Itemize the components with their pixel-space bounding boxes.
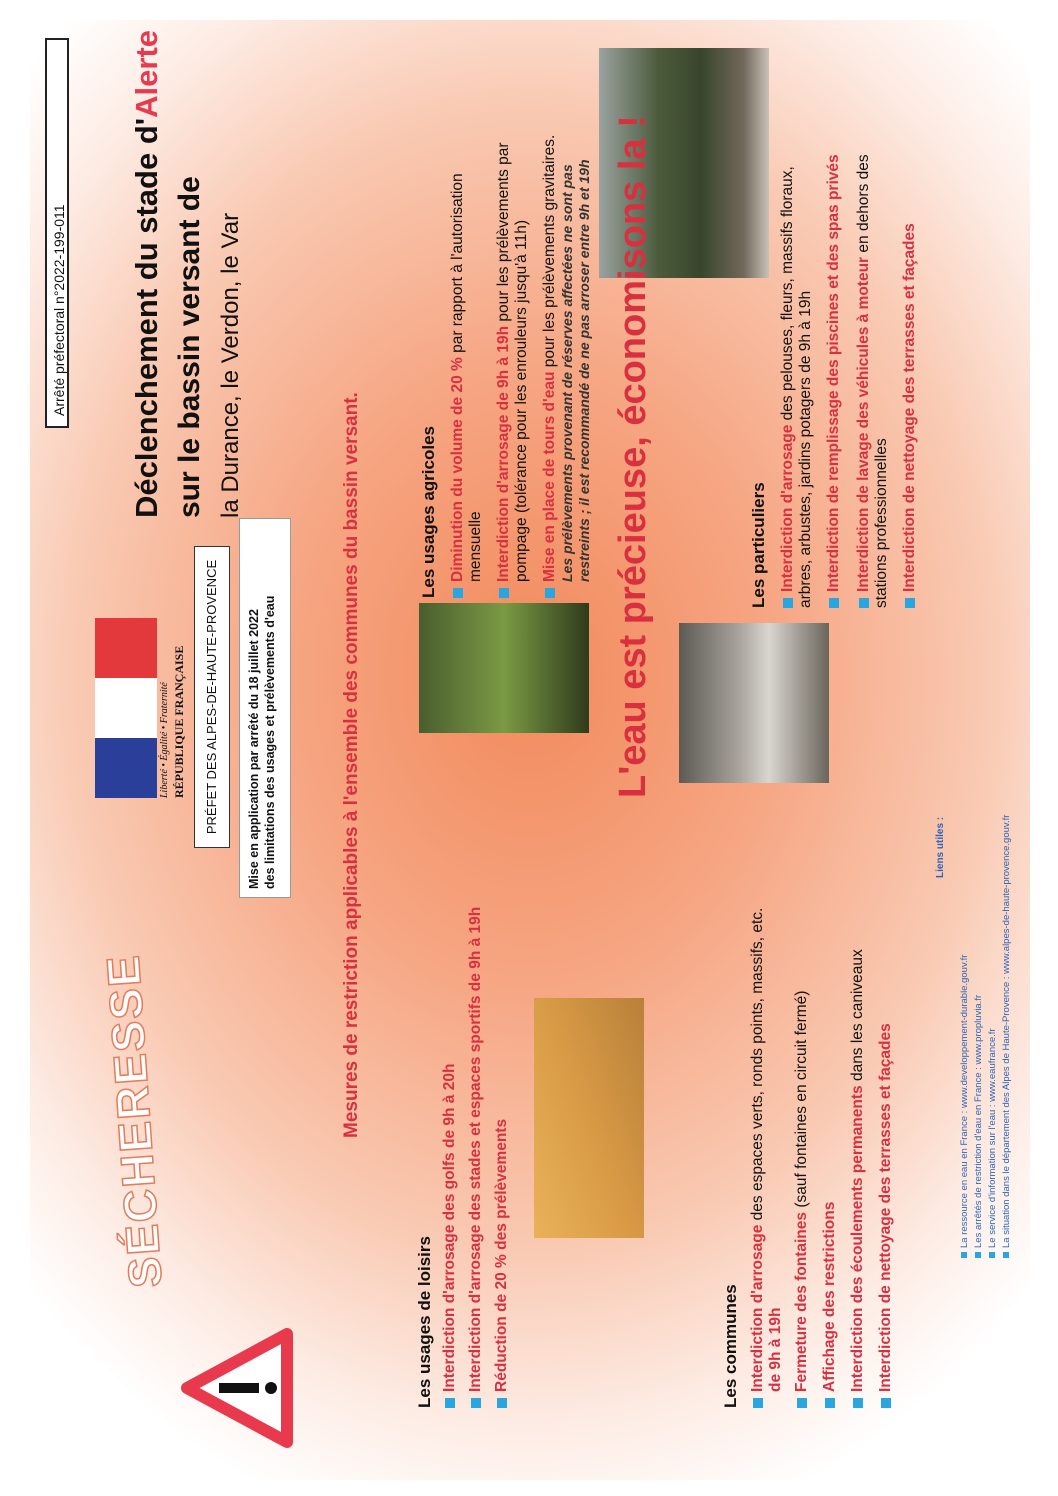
arrete-number: Arrêté préfectoral n°2022-199-011 bbox=[45, 38, 69, 428]
agricoles-item-1: Diminution du volume de 20 % par rapport à l'autorisation bbox=[449, 173, 467, 598]
bullet-icon bbox=[497, 1398, 507, 1408]
agricoles-note-1: Les prélèvements provenant de réserves affectées ne sont pas bbox=[559, 164, 575, 582]
bullet-icon bbox=[961, 1252, 967, 1258]
agricoles-item-2-line2: pompage (tolérance pour les enrouleurs jusqu'à 11h) bbox=[513, 220, 530, 582]
communes-item-5: Interdiction de nettoyage des terrasses et façades bbox=[877, 1023, 895, 1408]
republique-francaise: RÉPUBLIQUE FRANÇAISE bbox=[172, 645, 186, 798]
bullet-icon bbox=[881, 1398, 891, 1408]
liens-title: Liens utiles : bbox=[935, 816, 946, 878]
golf-photo bbox=[534, 998, 644, 1238]
particuliers-item-1-line2: arbres, arbustes, jardins potagers de 9h à 19h bbox=[797, 290, 814, 608]
communes-item-1: Interdiction d'arrosage des espaces verts, ronds points, massifs, etc. bbox=[749, 908, 767, 1408]
mesures-heading: Mesures de restriction applicables à l'ensemble des communes du bassin versant. bbox=[341, 392, 362, 1138]
bullet-icon bbox=[853, 1398, 863, 1408]
particuliers-item-4: Interdiction de nettoyage des terrasses et façades bbox=[901, 223, 919, 608]
bullet-icon bbox=[829, 598, 839, 608]
bullet-icon bbox=[471, 1398, 481, 1408]
devise: Liberté • Égalité • Fraternité bbox=[159, 682, 170, 798]
bullet-icon bbox=[905, 598, 915, 608]
marianne-logo bbox=[95, 618, 157, 798]
loisirs-item-3: Réduction de 20 % des prélèvements bbox=[493, 1119, 511, 1408]
prefet-label: PRÉFET DES ALPES-DE-HAUTE-PROVENCE bbox=[194, 546, 230, 848]
bullet-icon bbox=[445, 1398, 455, 1408]
title-line3: la Durance, le Verdon, le Var bbox=[217, 212, 244, 518]
bullet-icon bbox=[975, 1252, 981, 1258]
page-title bbox=[129, 30, 165, 518]
bullet-icon bbox=[859, 598, 869, 608]
agricoles-note-2: restreints ; il est recommandé de ne pas arroser entre 9h et 19h bbox=[576, 159, 592, 582]
communes-item-4: Interdiction des écoulements permanents dans les caniveaux bbox=[849, 949, 867, 1408]
lien-item[interactable]: La situation dans le département des Alpes de Haute-Provence : www.alpes-de-haute-provence.gouv.fr bbox=[1001, 815, 1012, 1258]
bullet-icon bbox=[783, 598, 793, 608]
agricoles-heading: Les usages agricoles bbox=[419, 426, 438, 598]
bullet-icon bbox=[753, 1398, 763, 1408]
particuliers-item-1: Interdiction d'arrosage des pelouses, fleurs, massifs floraux, bbox=[779, 166, 797, 608]
secheresse-heading: SÉCHERESSE bbox=[96, 952, 172, 1290]
agricoles-item-1-line2: mensuelle bbox=[467, 511, 484, 582]
particuliers-item-3: Interdiction de lavage des véhicules à moteur en dehors des bbox=[855, 154, 873, 608]
warning-triangle-icon bbox=[179, 1328, 299, 1448]
fontaine-photo bbox=[679, 623, 829, 783]
poster bbox=[29, 18, 1029, 1478]
agricoles-item-2: Interdiction d'arrosage de 9h à 19h pour les prélèvements par bbox=[495, 142, 513, 598]
bullet-icon bbox=[989, 1252, 995, 1258]
title-part1: Déclenchement du stade d' bbox=[129, 117, 164, 518]
particuliers-item-3-line2: stations professionnelles bbox=[873, 438, 890, 608]
communes-item-3: Affichage des restrictions bbox=[821, 1202, 839, 1408]
agricoles-item-3: Mise en place de tours d'eau pour les prélèvements gravitaires. bbox=[541, 135, 559, 598]
loisirs-heading: Les usages de loisirs bbox=[415, 1236, 434, 1408]
bullet-icon bbox=[453, 588, 463, 598]
communes-heading: Les communes bbox=[721, 1284, 740, 1408]
title-alerte: Alerte bbox=[129, 29, 164, 118]
loisirs-item-2: Interdiction d'arrosage des stades et espaces sportifs de 9h à 19h bbox=[467, 907, 485, 1408]
bullet-icon bbox=[1003, 1252, 1009, 1258]
communes-item-1-line2: de 9h à 19h bbox=[767, 1307, 784, 1392]
bullet-icon bbox=[545, 588, 555, 598]
application-line-1: Mise en application par arrêté du 18 juillet 2022 bbox=[247, 609, 261, 889]
communes-item-2: Fermeture des fontaines (sauf fontaines en circuit fermé) bbox=[793, 991, 811, 1408]
irrigation-photo bbox=[419, 603, 589, 733]
bullet-icon bbox=[797, 1398, 807, 1408]
lien-item[interactable]: Le service d'information sur l'eau : www.eaufrance.fr bbox=[987, 1028, 998, 1258]
slogan: L'eau est précieuse, économisons la ! bbox=[612, 115, 654, 798]
application-line-2: des limitations des usages et prélèvements d'eau bbox=[263, 595, 278, 889]
lien-item[interactable]: Les arrêtés de restriction d'eau en France : www.propluvia.fr bbox=[973, 995, 984, 1258]
bullet-icon bbox=[499, 588, 509, 598]
particuliers-item-2: Interdiction de remplissage des piscines et des spas privés bbox=[825, 154, 843, 608]
title-line2: sur le bassin versant de bbox=[173, 176, 206, 518]
particuliers-heading: Les particuliers bbox=[749, 482, 768, 608]
loisirs-item-1: Interdiction d'arrosage des golfs de 9h à 20h bbox=[441, 1064, 459, 1408]
bullet-icon bbox=[825, 1398, 835, 1408]
application-notice bbox=[239, 518, 291, 898]
lien-item[interactable]: La ressource en eau en France : www.developpement-durable.gouv.fr bbox=[959, 955, 970, 1258]
